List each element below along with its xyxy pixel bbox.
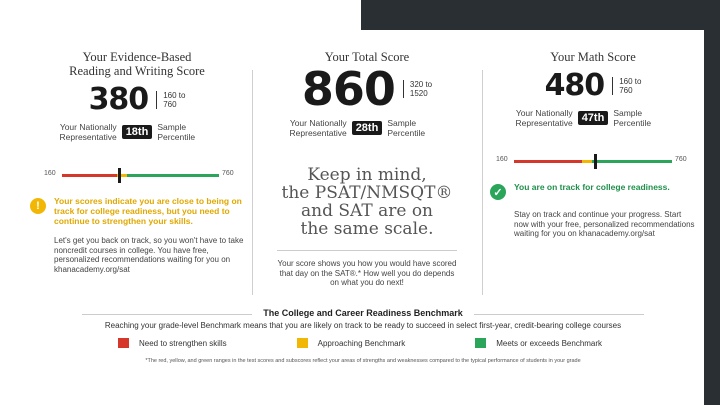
legend-item-approaching: Approaching Benchmark: [297, 338, 406, 348]
yellow-swatch: [297, 338, 308, 348]
total-score-row: [252, 62, 482, 116]
math-scale-min: 160: [496, 156, 508, 163]
math-title: Your Math Score: [550, 50, 636, 64]
reading-body-text: Let's get you back on track, so you won't have to take noncredit courses in college. You have free, personalized recommendations waiting for you on khanacademy.org/sat: [54, 236, 244, 274]
math-percentile-badge: 47th: [578, 111, 609, 125]
benchmark-description: Reaching your grade-level Benchmark means that you are likely on track to be ready to succeed in select first-year, credit-bearing college courses: [104, 321, 622, 330]
math-body-text: Stay on track and continue your progress. Start now with your free, personalized recommendations waiting for you on khanacademy.org/sat: [514, 210, 695, 238]
math-score-row: [482, 70, 704, 102]
math-score-scale: [482, 154, 704, 168]
reading-percentile-badge: 18th: [122, 125, 153, 139]
math-status-text: You are on track for college readiness.: [514, 182, 670, 192]
reading-writing-title: Your Evidence-Based Reading and Writing Score: [69, 50, 205, 78]
legend-item-meets: Meets or exceeds Benchmark: [475, 338, 602, 348]
reading-scale-red: [62, 174, 117, 177]
reading-percentile-row: Your Nationally Representative 18th Sample Percentile: [59, 122, 196, 142]
total-percentile-badge: 28th: [352, 121, 383, 135]
warning-icon: !: [30, 198, 46, 214]
benchmark-legend: [118, 338, 672, 348]
reading-score-range: 160 to 760: [156, 91, 185, 109]
math-scale-max: 760: [675, 156, 687, 163]
reading-scale-max: 760: [222, 170, 234, 177]
total-score-range: 320 to 1520: [403, 80, 432, 98]
math-scale-green: [592, 160, 672, 163]
reading-scale-min: 160: [44, 170, 56, 177]
reading-status-text: Your scores indicate you are close to being on track for college readiness, but you need to continue to strengthen your skills.: [54, 196, 242, 226]
reading-writing-column: [22, 30, 252, 300]
math-status: [482, 182, 704, 200]
total-score-title: Your Total Score: [324, 50, 410, 64]
math-scale-yellow: [582, 160, 592, 163]
math-score-marker: [594, 154, 597, 169]
red-swatch: [118, 338, 129, 348]
check-icon: ✓: [490, 184, 506, 200]
reading-score-row: [22, 84, 252, 116]
benchmark-footnote: *The red, yellow, and green ranges in the test scores and subscores reflect your areas of strengths and weaknesses compared to the typical performance of students in your grade: [145, 358, 581, 364]
reading-scale-green: [127, 174, 219, 177]
reading-score: 380: [88, 82, 149, 117]
score-report: [22, 30, 704, 405]
math-score: 480: [544, 68, 605, 103]
math-column: [482, 30, 704, 300]
math-percentile-row: Your Nationally Representative 47th Sample Percentile: [515, 108, 652, 128]
total-score-column: [252, 30, 482, 300]
total-percentile-row: Your Nationally Representative 28th Sample Percentile: [289, 118, 426, 138]
note-rule: [277, 250, 457, 251]
legend-item-need-strengthen: Need to strengthen skills: [118, 338, 227, 348]
total-body-text: Your score shows you how you would have scored that day on the SAT®.* How well you do depends on what you do next!: [277, 259, 457, 287]
green-swatch: [475, 338, 486, 348]
reading-score-scale: [22, 168, 252, 182]
same-scale-note: Keep in mind, the PSAT/NMSQT® and SAT are on the same scale.: [281, 165, 453, 239]
math-scale-red: [514, 160, 582, 163]
reading-status: [22, 196, 252, 226]
total-score: 860: [301, 62, 395, 116]
math-score-range: 160 to 760: [612, 77, 641, 95]
benchmark-rule-right: [474, 314, 644, 315]
reading-score-marker: [118, 168, 121, 183]
benchmark-title: The College and Career Readiness Benchmark: [263, 308, 463, 318]
